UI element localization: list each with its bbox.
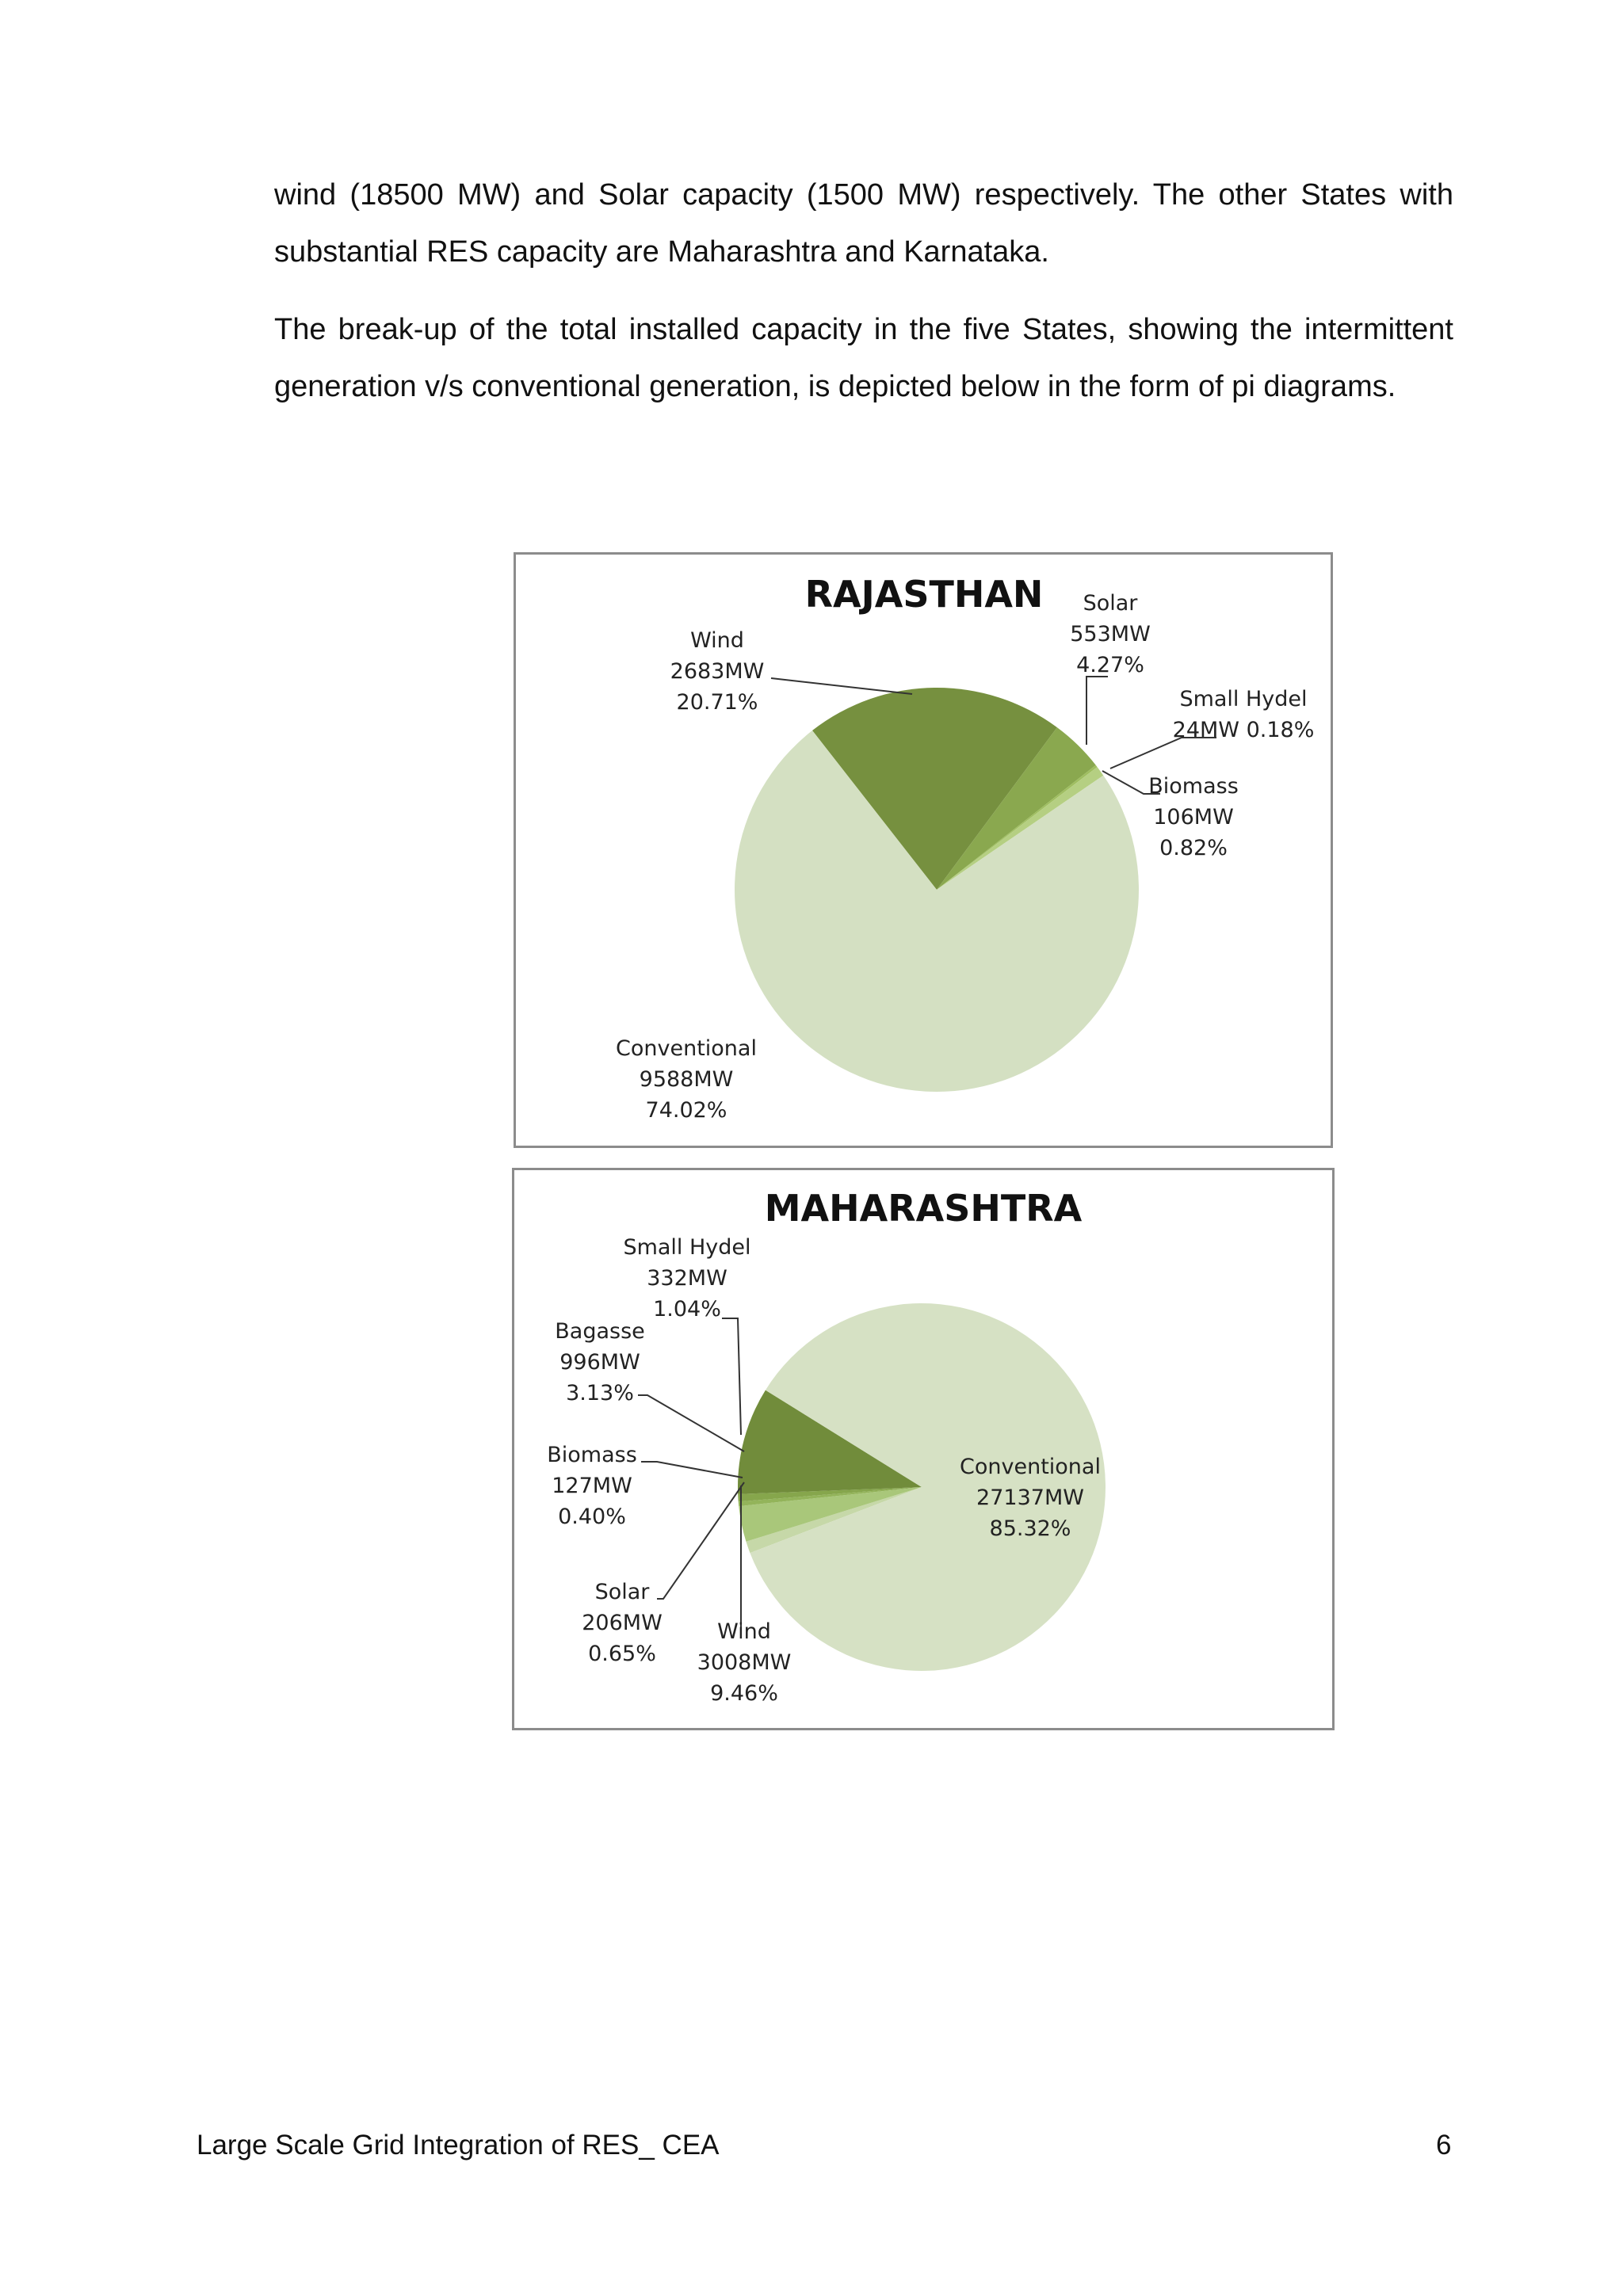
- data-label-wind: Wind 2683MW 20.71%: [670, 628, 765, 715]
- footer-title: Large Scale Grid Integration of RES_ CEA: [197, 2130, 720, 2161]
- leader-line-bagasse: [638, 1395, 744, 1451]
- data-label-bagasse: Bagasse 996MW 3.13%: [555, 1319, 645, 1405]
- chart-title: MAHARASHTRA: [764, 1187, 1083, 1230]
- data-label-small-hydel: Small Hydel 24MW 0.18%: [1172, 687, 1315, 742]
- leader-line-solar: [657, 1482, 744, 1599]
- page-number: 6: [1436, 2130, 1452, 2161]
- data-label-solar: Solar 206MW 0.65%: [582, 1580, 663, 1666]
- paragraph-1: wind (18500 MW) and Solar capacity (1500 MW) respectively. The other States with substantial RES capacity are Maharashtra and Karnataka.: [274, 178, 1453, 269]
- paragraph-2: The break-up of the total installed capacity in the five States, showing the intermittent generation v/s conventional generation, is depicted below in the form of pi diagrams.: [274, 313, 1453, 403]
- data-label-biomass: Biomass 106MW 0.82%: [1148, 774, 1239, 860]
- rajasthan-pie-svg: [516, 555, 1331, 1146]
- maharashtra-pie-svg: [514, 1170, 1332, 1728]
- rajasthan-pie-chart: [514, 552, 1333, 1148]
- chart-title: RAJASTHAN: [804, 573, 1044, 616]
- data-label-small-hydel: Small Hydel 332MW 1.04%: [623, 1235, 751, 1322]
- leader-line-solar: [1086, 677, 1108, 745]
- maharashtra-pie-chart: [512, 1168, 1335, 1730]
- data-label-wind: Wind 3008MW 9.46%: [697, 1619, 792, 1706]
- leader-line-small-hydel: [722, 1318, 741, 1435]
- data-label-solar: Solar 553MW 4.27%: [1070, 591, 1151, 677]
- leader-line-wind: [771, 678, 912, 694]
- leader-line-biomass: [641, 1462, 743, 1478]
- data-label-conventional: Conventional 9588MW 74.02%: [616, 1036, 757, 1123]
- data-label-biomass: Biomass 127MW 0.40%: [547, 1443, 637, 1529]
- data-label-conventional: Conventional 27137MW 85.32%: [960, 1455, 1101, 1541]
